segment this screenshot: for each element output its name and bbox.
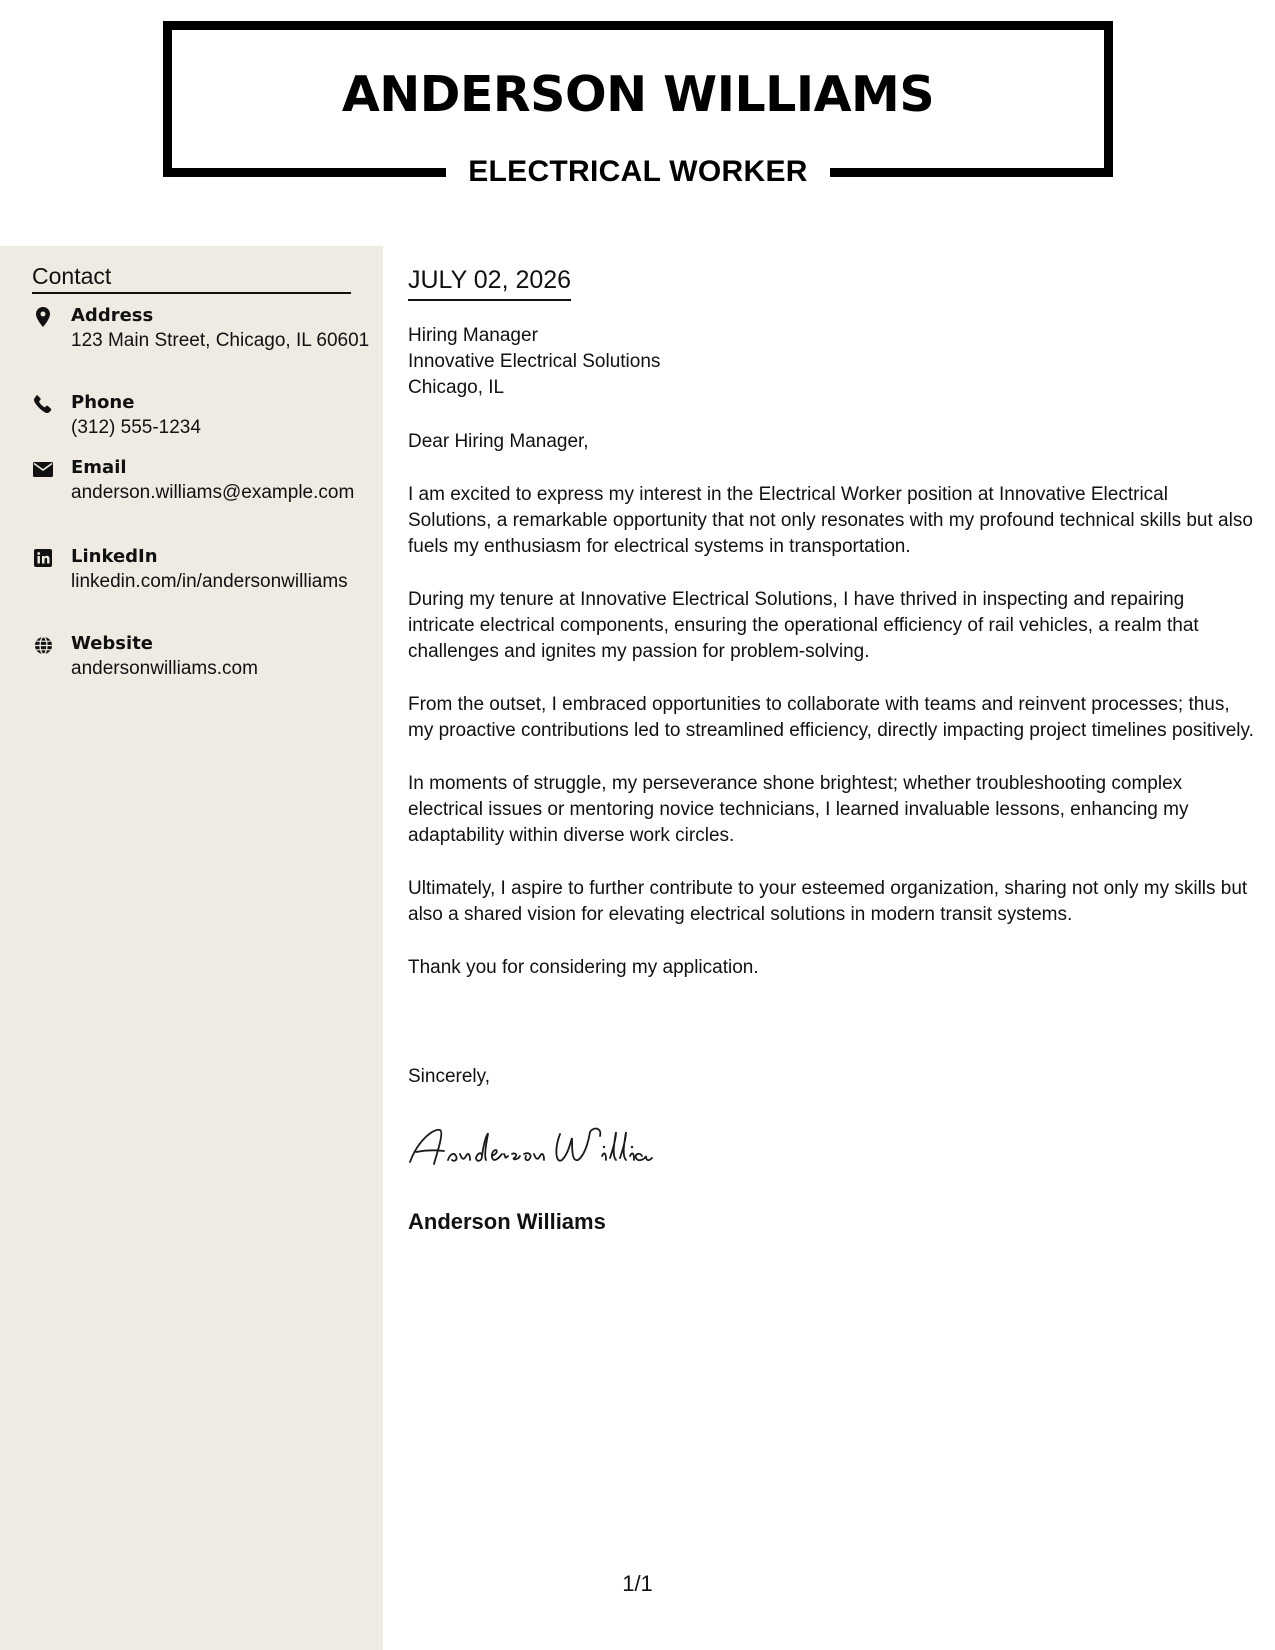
body-paragraph: Ultimately, I aspire to further contribute to your esteemed organization, sharing not only my skills but also a shared vision for elevating electrical solutions in modern transit systems. (408, 878, 1248, 925)
recipient-title: Hiring Manager (408, 325, 538, 346)
contact-label: Email (71, 457, 127, 478)
signer-name: Anderson Williams (408, 1209, 606, 1234)
contact-heading: Contact (32, 262, 351, 294)
handwritten-signature (404, 1120, 684, 1185)
envelope-icon (32, 458, 54, 480)
body-paragraph: In moments of struggle, my perseverance shone brightest; whether troubleshooting complex electrical issues or mentoring novice technicians, I learned invaluable lessons, enhancing my adaptability within diverse work circles. (408, 773, 1189, 846)
email-value: anderson.williams@example.com (71, 482, 355, 503)
page-number: 1/1 (622, 1571, 653, 1596)
recipient-location: Chicago, IL (408, 377, 505, 398)
globe-icon (32, 634, 54, 656)
phone-value: (312) 555-1234 (71, 417, 201, 438)
body-paragraph: I am excited to express my interest in the Electrical Worker position at Innovative Electrical Solutions, a remarkable opportunity that not only resonates with my profound technical skills but also fuels my enthusiasm for electrical systems in transportation. (408, 484, 1253, 557)
recipient-block (408, 323, 660, 401)
closing: Sincerely, (408, 1066, 491, 1087)
contact-label: Website (71, 633, 154, 654)
recipient-company: Innovative Electrical Solutions (408, 351, 661, 372)
website-value: andersonwilliams.com (71, 658, 258, 679)
address-value: 123 Main Street, Chicago, IL 60601 (71, 330, 370, 351)
phone-icon (32, 393, 54, 415)
salutation: Dear Hiring Manager, (408, 431, 589, 452)
linkedin-icon (32, 547, 54, 569)
contact-label: Phone (71, 392, 135, 413)
contact-label: LinkedIn (71, 546, 158, 567)
map-pin-icon (32, 306, 54, 328)
contact-label: Address (71, 305, 154, 326)
body-paragraph: During my tenure at Innovative Electrical Solutions, I have thrived in inspecting and repairing intricate electrical components, ensuring the operational efficiency of rail vehicles, a realm that challenges and ignites my passion for problem-solving. (408, 589, 1199, 662)
linkedin-value: linkedin.com/in/andersonwilliams (71, 571, 348, 592)
body-paragraph: Thank you for considering my application. (408, 957, 759, 978)
applicant-name: ANDERSON WILLIAMS (341, 66, 935, 123)
letter-body (408, 429, 1254, 1008)
job-title: ELECTRICAL WORKER (468, 155, 808, 188)
letter-date: JULY 02, 2026 (408, 265, 571, 301)
body-paragraph: From the outset, I embraced opportunities to collaborate with teams and reinvent processes; thus, my proactive contributions led to streamlined efficiency, directly impacting project timelines positively. (408, 694, 1254, 741)
